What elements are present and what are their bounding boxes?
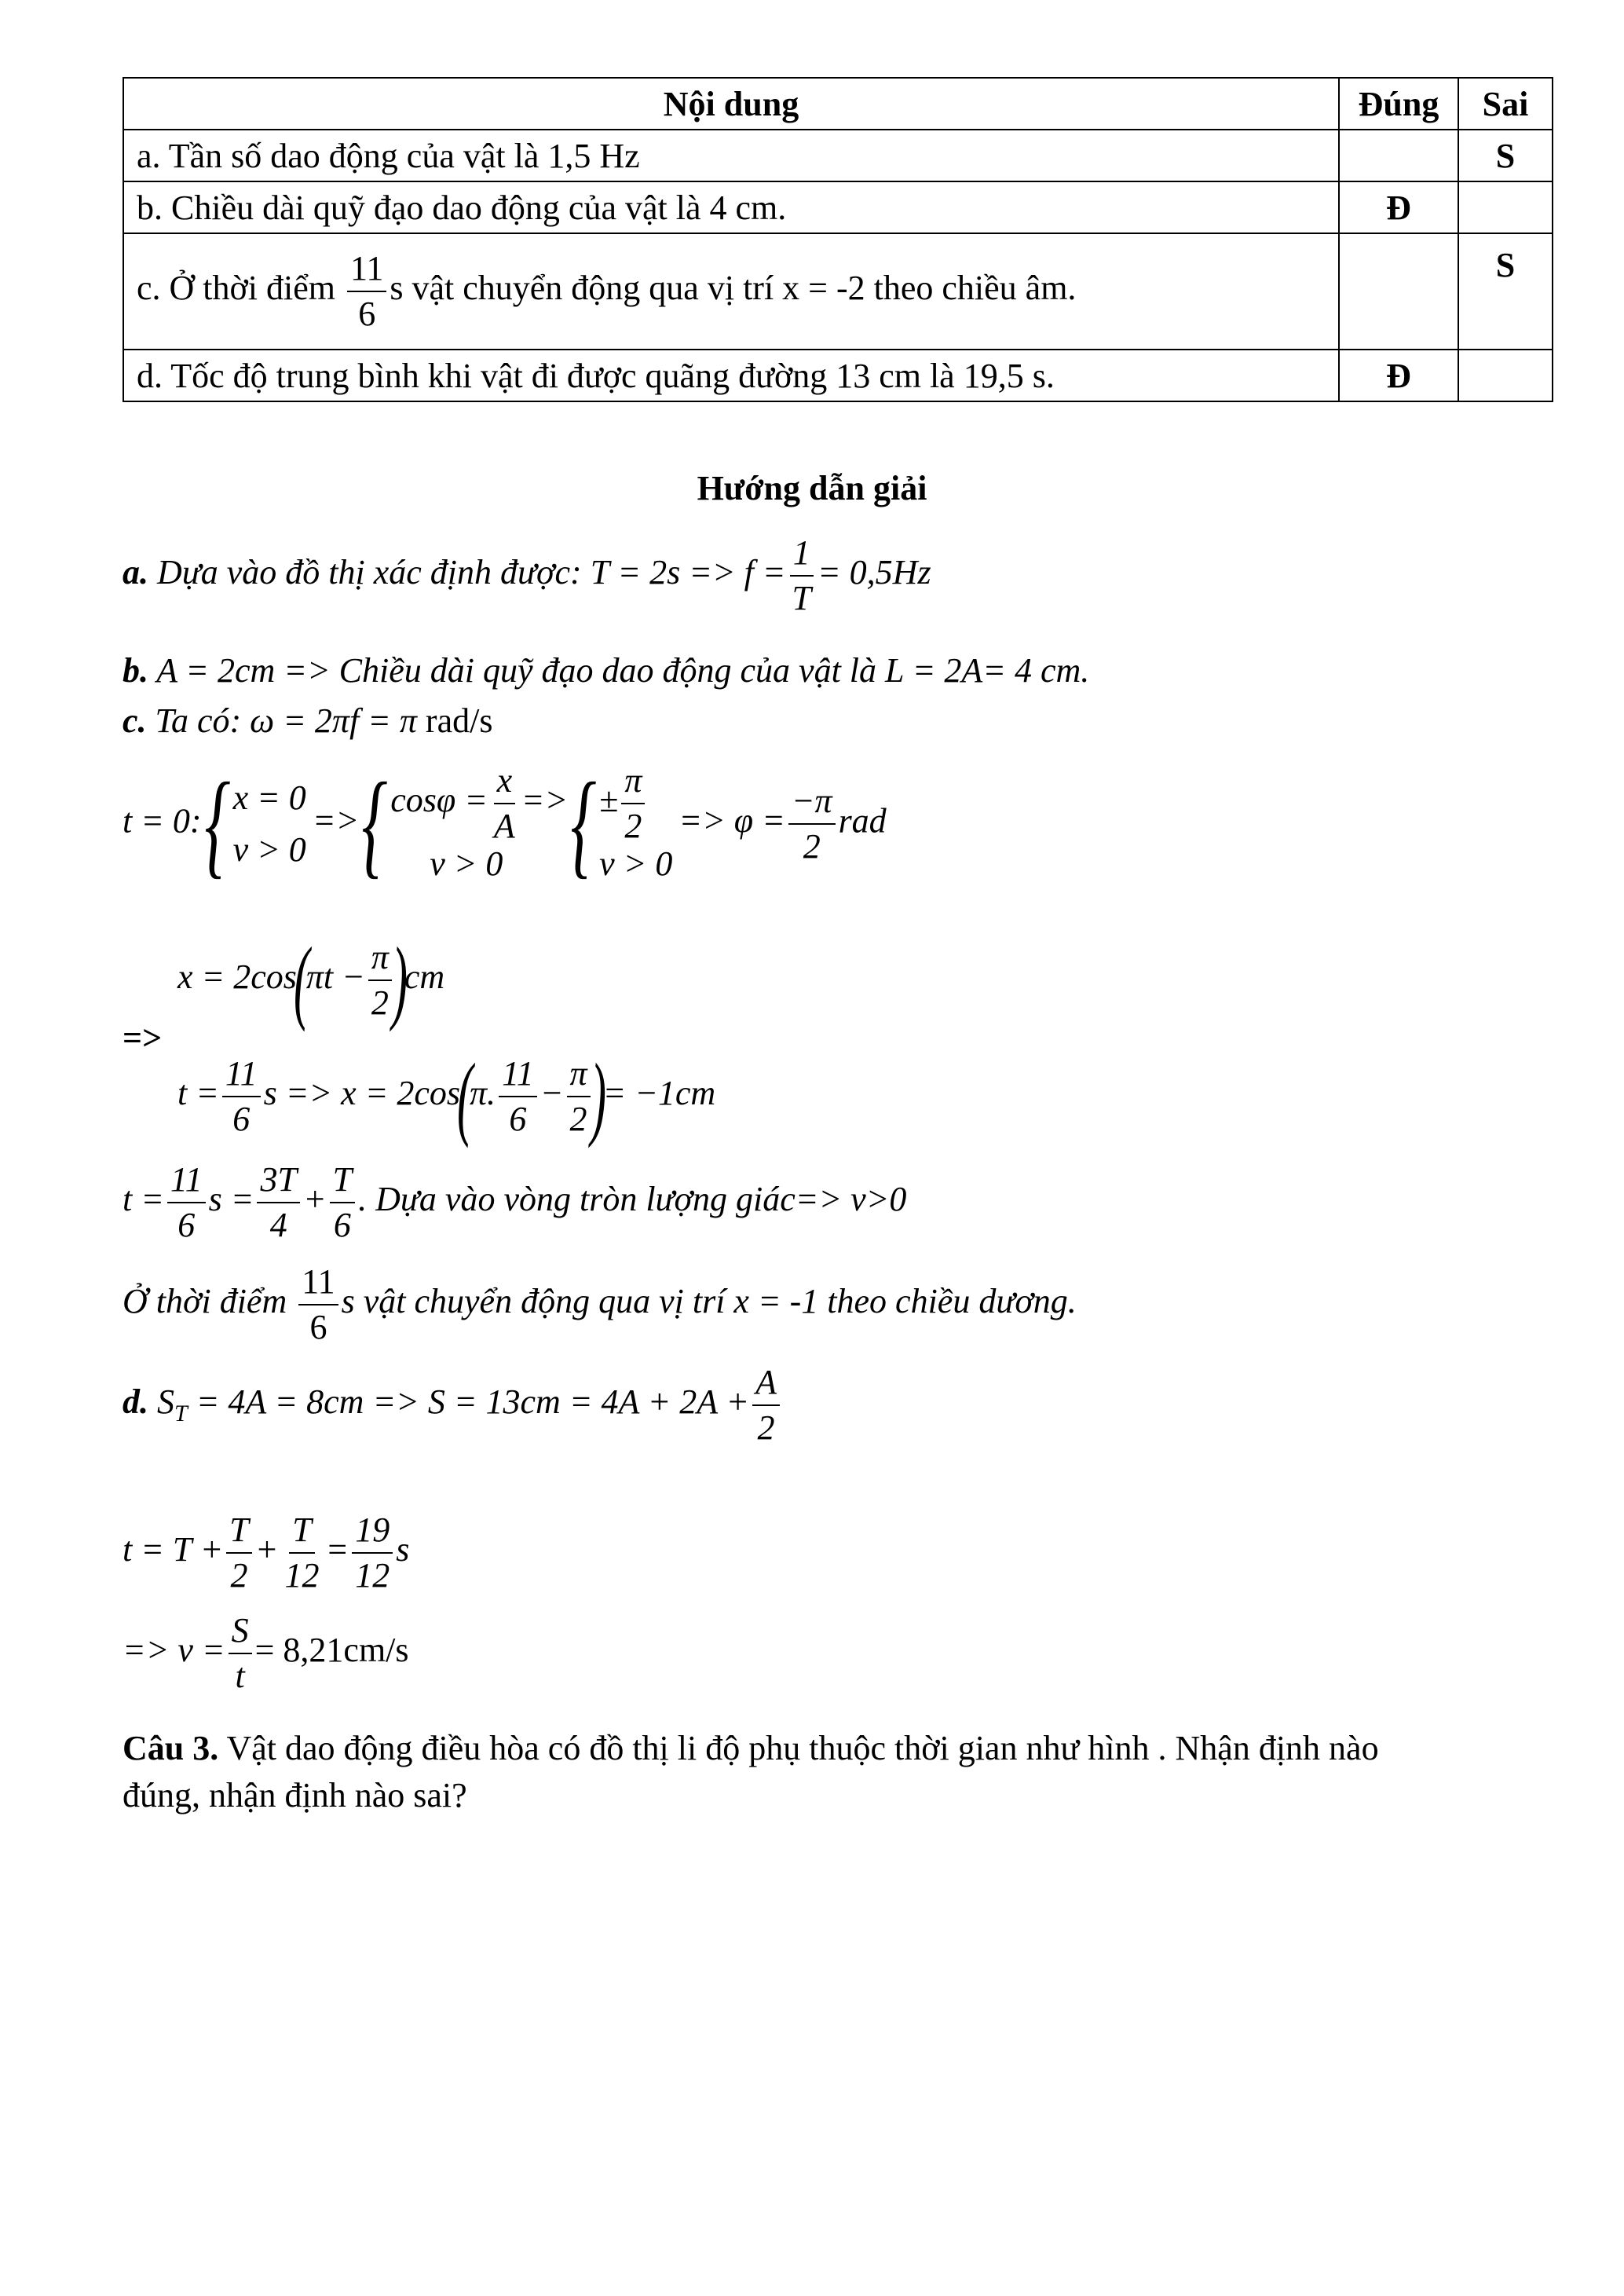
sys-line <box>390 761 569 845</box>
sys-line: v > 0 <box>232 830 306 870</box>
row-c-content <box>123 233 1339 350</box>
paren-icon: ) <box>590 1044 606 1148</box>
eq-c: ω = 2πf = π <box>250 701 417 740</box>
row-d-content: d. Tốc độ trung bình khi vật đi được quãng đường 13 cm là 19,5 s. <box>123 350 1339 401</box>
frac-t1-pi <box>567 1056 591 1137</box>
question-3-line2: đúng, nhận định nào sai? <box>123 1776 467 1814</box>
frac-den: A <box>493 807 515 845</box>
frac-den: T <box>792 579 811 617</box>
frac-den: 2 <box>757 1408 775 1447</box>
frac-num: T <box>226 1513 251 1554</box>
frac-num: A <box>752 1365 780 1406</box>
eq-a2: = 0,5Hz <box>817 553 931 592</box>
sys-line <box>599 761 672 845</box>
eq-d: S <box>148 1382 174 1422</box>
frac-den: 6 <box>177 1206 196 1244</box>
arrow: => <box>312 801 360 840</box>
frac-den: 6 <box>333 1206 351 1244</box>
t1-minus: − <box>540 1074 564 1113</box>
t1-equation <box>177 1044 716 1148</box>
label-a: a. <box>123 553 148 592</box>
eq-a1: T = 2s => f = <box>590 553 786 592</box>
c-conc-pre: Ở thời điểm <box>123 1282 296 1321</box>
frac-num: 3T <box>257 1163 299 1203</box>
c-conclusion <box>123 1262 1077 1346</box>
paren-icon: ( <box>457 1044 474 1148</box>
frac-num: 1 <box>790 536 814 577</box>
sys-line: v > 0 <box>430 844 503 883</box>
frac-num: π <box>368 940 392 981</box>
t1-mid: s => x = 2cos <box>263 1074 461 1113</box>
frac-den: 6 <box>232 1100 251 1138</box>
t2-text: . Dựa vào vòng tròn lượng giác=> v>0 <box>358 1180 907 1219</box>
solution-b <box>123 650 1089 690</box>
frac-d2a <box>226 1513 251 1593</box>
t1-post: = −1cm <box>602 1074 716 1113</box>
row-b-dung: Đ <box>1339 181 1458 233</box>
t2-plus: + <box>302 1180 327 1219</box>
d2-plus: + <box>254 1530 279 1569</box>
frac-den: 6 <box>509 1100 527 1138</box>
row-d-dung: Đ <box>1339 350 1458 401</box>
frac-cos <box>491 761 518 845</box>
frac-a <box>789 533 814 617</box>
header-sai: Sai <box>1458 78 1553 130</box>
d2-pre: t = T + <box>123 1530 224 1569</box>
frac-t2c <box>330 1160 355 1244</box>
frac-den: 4 <box>269 1206 287 1244</box>
frac-num: 11 <box>347 251 386 292</box>
t2-pre: t = <box>123 1180 164 1219</box>
frac-num: π <box>621 764 645 804</box>
d3-post: = 8,21cm/s <box>254 1631 409 1670</box>
frac-den: 2 <box>803 827 821 866</box>
text-c: Ta có: <box>146 701 251 740</box>
t0-system2 <box>390 761 569 885</box>
question-text1: Vật dao động điều hòa có đồ thị li độ phụ thuộc thời gian như hình . Nhận định nào <box>218 1729 1379 1767</box>
text-b: A = 2cm => Chiều dài quỹ đạo dao động của vật là L = 2A= 4 cm. <box>148 651 1090 690</box>
d2-post: s <box>396 1530 410 1569</box>
t2-equation <box>123 1160 907 1244</box>
solution-d <box>123 1365 783 1445</box>
t1-in: π. <box>470 1074 496 1113</box>
d3-pre: => v = <box>123 1631 225 1670</box>
frac-num: 11 <box>298 1265 338 1305</box>
frac-t2b <box>257 1160 299 1244</box>
frac-num: 19 <box>352 1513 393 1554</box>
frac-den: 6 <box>309 1308 327 1346</box>
text-a: Dựa vào đồ thị xác định được: <box>148 553 591 592</box>
frac-den: 2 <box>624 807 642 845</box>
row-b-content: b. Chiều dài quỹ đạo dao động của vật là 4 cm. <box>123 181 1339 233</box>
t0-system3 <box>599 761 673 885</box>
brace-icon: { <box>570 759 597 890</box>
sys-line: x = 0 <box>232 778 306 818</box>
frac-den: 6 <box>358 295 376 333</box>
frac-num: 11 <box>167 1163 206 1203</box>
frac-num: T <box>330 1163 355 1203</box>
label-c: c. <box>123 701 147 740</box>
frac-den: t <box>235 1657 245 1695</box>
solution-title: Hướng dẫn giải <box>697 469 927 507</box>
paren-icon: ) <box>391 928 408 1032</box>
table-row <box>123 130 1553 181</box>
cos-text: cosφ = <box>390 781 488 820</box>
row-a-dung <box>1339 130 1458 181</box>
c-conc-post: s vật chuyển động qua vị trí x = -1 theo chiều dương. <box>341 1282 1077 1321</box>
arrow: => <box>521 781 569 820</box>
label-b: b. <box>123 651 148 690</box>
question-3-line1 <box>123 1728 1379 1768</box>
table-row <box>123 350 1553 401</box>
question-label: Câu 3. <box>123 1729 219 1767</box>
row-c-post: s vật chuyển động qua vị trí x = -2 theo chiều âm. <box>390 269 1077 308</box>
t0-system1 <box>233 772 306 876</box>
frac-phi <box>788 784 836 864</box>
brace-icon: { <box>361 759 388 890</box>
x-eq-pre: x = 2cos <box>177 958 297 997</box>
label-d: d. <box>123 1382 148 1422</box>
row-a-content: a. Tần số dao động của vật là 1,5 Hz <box>123 130 1339 181</box>
frac-num: −π <box>788 784 836 825</box>
frac-d3 <box>229 1613 252 1694</box>
row-b-sai <box>1458 181 1553 233</box>
header-content: Nội dung <box>123 78 1339 130</box>
t1-pre: t = <box>177 1074 219 1113</box>
frac-den: 12 <box>284 1556 320 1595</box>
table-row <box>123 181 1553 233</box>
frac-num: T <box>289 1513 314 1554</box>
sub-t: T <box>174 1400 188 1426</box>
sys-line: v > 0 <box>599 844 673 883</box>
implies-arrow: => <box>123 1019 163 1057</box>
frac-num: 11 <box>499 1056 537 1097</box>
frac-den: 2 <box>371 983 389 1022</box>
frac-x <box>368 940 392 1020</box>
row-c-frac <box>347 251 386 331</box>
frac-den: 12 <box>355 1556 390 1595</box>
t0-prefix: t = 0: <box>123 801 202 840</box>
frac-t1-in <box>499 1056 537 1137</box>
row-a-sai: S <box>1458 130 1553 181</box>
phi-eq: => φ = <box>678 801 785 840</box>
frac-den: 2 <box>230 1556 248 1595</box>
rad: rad <box>838 801 887 840</box>
frac-t1 <box>222 1056 261 1137</box>
eq-d2: = 4A = 8cm => S = 13cm = 4A + 2A + <box>187 1382 750 1422</box>
t2-mid: s = <box>208 1180 254 1219</box>
frac-c-conc <box>298 1262 338 1346</box>
header-dung: Đúng <box>1339 78 1458 130</box>
paren-icon: ( <box>293 928 309 1032</box>
frac-d2b <box>281 1513 322 1593</box>
x-eq-in: πt − <box>305 958 365 997</box>
brace-icon: { <box>204 759 231 890</box>
row-c-sai: S <box>1458 233 1553 350</box>
pm: ± <box>599 781 619 820</box>
unit-c: rad/s <box>416 701 493 740</box>
solution-a <box>123 533 931 617</box>
frac-d2c <box>352 1513 393 1593</box>
table-header-row <box>123 78 1553 130</box>
x-eq-post: cm <box>404 958 445 997</box>
frac-pi <box>621 761 645 845</box>
d2-equation <box>123 1513 409 1593</box>
row-c-dung <box>1339 233 1458 350</box>
frac-num: S <box>229 1613 252 1654</box>
initial-condition <box>123 759 887 890</box>
frac-num: 11 <box>222 1056 261 1097</box>
d3-equation <box>123 1613 409 1694</box>
solution-c <box>123 701 492 741</box>
table-row <box>123 233 1553 350</box>
frac-num: π <box>567 1056 591 1097</box>
x-equation <box>177 928 445 1032</box>
frac-den: 2 <box>569 1100 587 1138</box>
frac-t2 <box>167 1160 206 1244</box>
answer-table <box>123 77 1553 402</box>
row-c-pre: c. Ở thời điểm <box>137 269 344 308</box>
frac-d <box>752 1365 780 1445</box>
frac-num: x <box>494 764 516 804</box>
d2-eq: = <box>325 1530 349 1569</box>
row-d-sai <box>1458 350 1553 401</box>
